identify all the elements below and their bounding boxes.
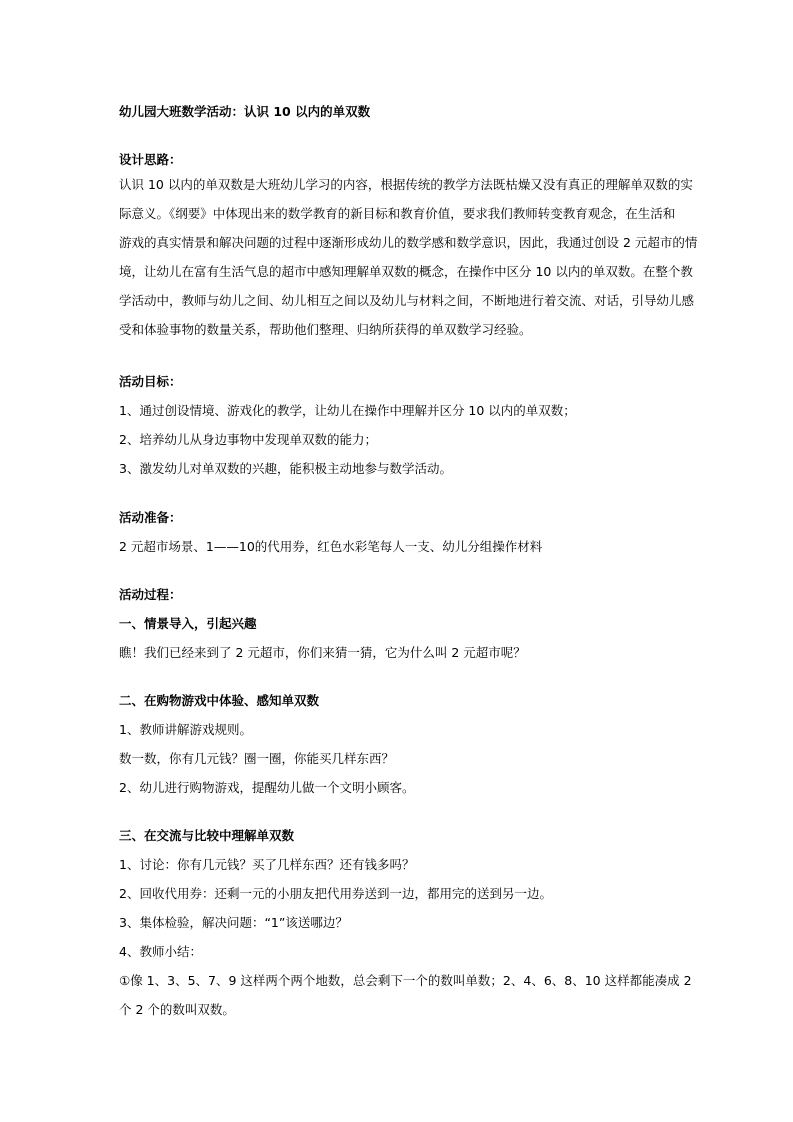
- step1-heading: 一、情景导入，引起兴趣: [119, 616, 257, 631]
- goal-item: 3、激发幼儿对单双数的兴趣，能积极主动地参与数学活动。: [119, 461, 452, 476]
- paragraph-line: 游戏的真实情景和解决问题的过程中逐渐形成幼儿的数学感和数学意识，因此，我通过创设 2 元超市的情: [119, 235, 698, 250]
- step3-item: 3、集体检验，解决问题：“1”该送哪边？: [119, 915, 348, 930]
- paragraph-line: 认识 10 以内的单双数是大班幼儿学习的内容，根据传统的教学方法既枯燥又没有真正的理解单双数的实: [119, 177, 693, 192]
- prep-text: 2 元超市场景、1——10的代用券，红色水彩笔每人一支、幼儿分组操作材料: [119, 539, 543, 554]
- summary-line: 个 2 个的数叫双数。: [119, 1002, 235, 1017]
- summary-line: ①像 1、3、5、7、9 这样两个两个地数，总会剩下一个的数叫单数；2、4、6、8、10 这样都能凑成 2: [119, 973, 692, 988]
- step3-item: 4、教师小结：: [119, 944, 202, 959]
- paragraph-line: 学活动中，教师与幼儿之间、幼儿相互之间以及幼儿与材料之间，不断地进行着交流、对话，引导幼儿感: [119, 293, 695, 308]
- step3-item: 2、回收代用券：还剩一元的小朋友把代用券送到一边，都用完的送到另一边。: [119, 886, 552, 901]
- step2-item: 1、教师讲解游戏规则。: [119, 722, 252, 737]
- process-heading: 活动过程：: [119, 587, 182, 602]
- paragraph-line: 际意义。《纲要》中体现出来的数学教育的新目标和教育价值，要求我们教师转变教育观念，在生活和: [119, 206, 676, 221]
- document-title: 幼儿园大班数学活动：认识 10 以内的单双数: [119, 104, 371, 119]
- goals-heading: 活动目标：: [119, 374, 182, 389]
- paragraph-line: 受和体验事物的数量关系，帮助他们整理、归纳所获得的单双数学习经验。: [119, 322, 532, 337]
- design-heading: 设计思路：: [119, 152, 182, 167]
- step3-heading: 三、在交流与比较中理解单双数: [119, 828, 295, 843]
- goal-item: 2、培养幼儿从身边事物中发现单双数的能力；: [119, 432, 377, 447]
- step2-heading: 二、在购物游戏中体验、感知单双数: [119, 693, 320, 708]
- step3-item: 1、讨论：你有几元钱？买了几样东西？还有钱多吗？: [119, 857, 415, 872]
- prep-heading: 活动准备：: [119, 510, 182, 525]
- step2-item: 2、幼儿进行购物游戏，提醒幼儿做一个文明小顾客。: [119, 780, 415, 795]
- step2-item: 数一数，你有几元钱？圈一圈，你能买几样东西？: [119, 751, 395, 766]
- goal-item: 1、通过创设情境、游戏化的教学，让幼儿在操作中理解并区分 10 以内的单双数；: [119, 403, 576, 418]
- step1-text: 瞧！我们已经来到了 2 元超市，你们来猜一猜，它为什么叫 2 元超市呢？: [119, 645, 526, 660]
- paragraph-line: 境，让幼儿在富有生活气息的超市中感知理解单双数的概念，在操作中区分 10 以内的单双数。在整个教: [119, 264, 693, 279]
